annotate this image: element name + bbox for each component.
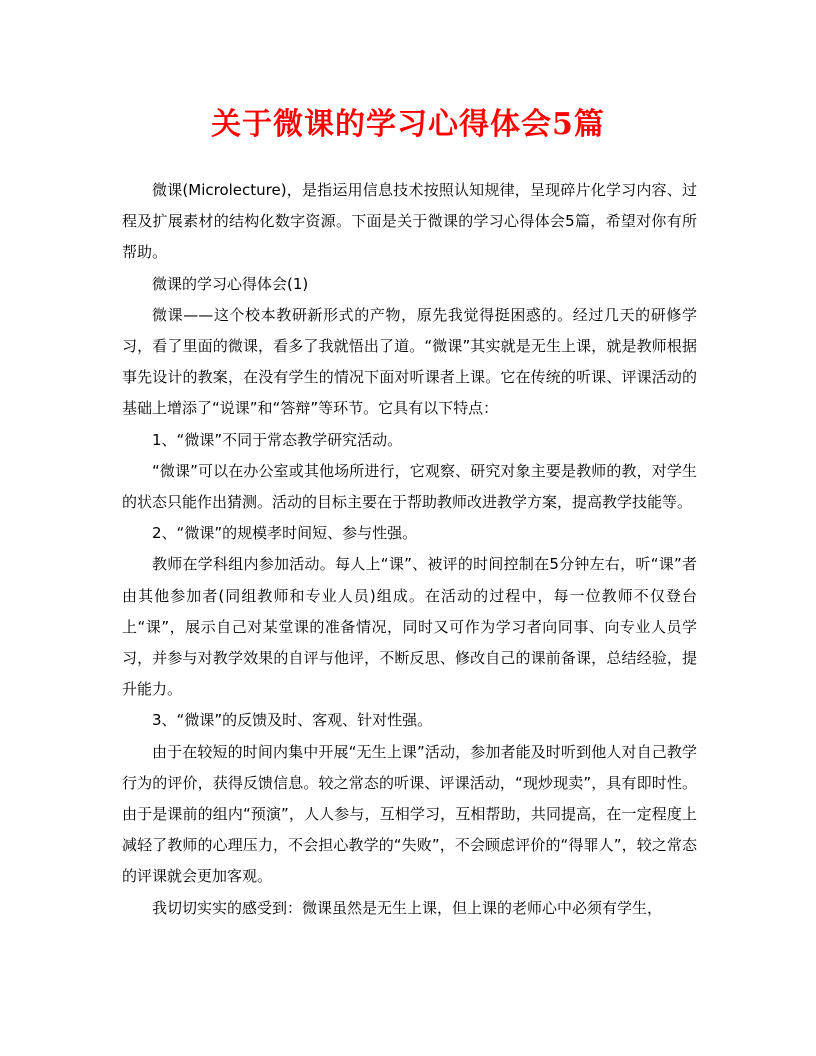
paragraph: 由于在较短的时间内集中开展“无生上课”活动，参加者能及时听到他人对自己教学行为的评价，获得反馈信息。较之常态的听课、评课活动，“现炒现卖”，具有即时性。由于是课前的组内“预演”，人人参与，互相学习，互相帮助，共同提高，在一定程度上减轻了教师的心理压力，不会担心教学的“失败”，不会顾虑评价的“得罪人”，较之常态的评课就会更加客观。 [122,742,697,886]
paragraph: “微课”可以在办公室或其他场所进行，它观察、研究对象主要是教师的教，对学生的状态只能作出猜测。活动的目标主要在于帮助教师改进教学方案，提高教学技能等。 [122,461,697,512]
paragraph-intro: 微课(Microlecture)，是指运用信息技术按照认知规律，呈现碎片化学习内容、过程及扩展素材的结构化数字资源。下面是关于微课的学习心得体会5篇，希望对你有所帮助。 [122,181,697,262]
paragraph-section-heading: 微课的学习心得体会(1) [152,274,309,293]
paragraph-point-heading: 2、“微课”的规模孝时间短、参与性强。 [152,524,418,543]
paragraph: 我切切实实的感受到：微课虽然是无生上课，但上课的老师心中必须有学生， [152,898,663,917]
paragraph-point-heading: 1、“微课”不同于常态教学研究活动。 [152,430,403,449]
document-title: 关于微课的学习心得体会5篇 [211,107,605,142]
paragraph: 微课——这个校本教研新形式的产物，原先我觉得挺困惑的。经过几天的研修学习，看了里面的微课，看多了我就悟出了道。“微课”其实就是无生上课，就是教师根据事先设计的教案，在没有学生的情况下面对听课者上课。它在传统的听课、评课活动的基础上增添了“说课”和“答辩”等环节。它具有以下特点： [122,305,697,418]
paragraph-point-heading: 3、“微课”的反馈及时、客观、针对性强。 [152,711,433,730]
paragraph: 教师在学科组内参加活动。每人上“课”、被评的时间控制在5分钟左右，听“课”者由其他参加者(同组教师和专业人员)组成。在活动的过程中，每一位教师不仅登台上“课”，展示自己对某堂课的准备情况，同时又可作为学习者向同事、向专业人员学习，并参与对教学效果的自评与他评，不断反思、修改自己的课前备课，总结经验，提升能力。 [122,555,697,699]
document-body [122,175,697,924]
